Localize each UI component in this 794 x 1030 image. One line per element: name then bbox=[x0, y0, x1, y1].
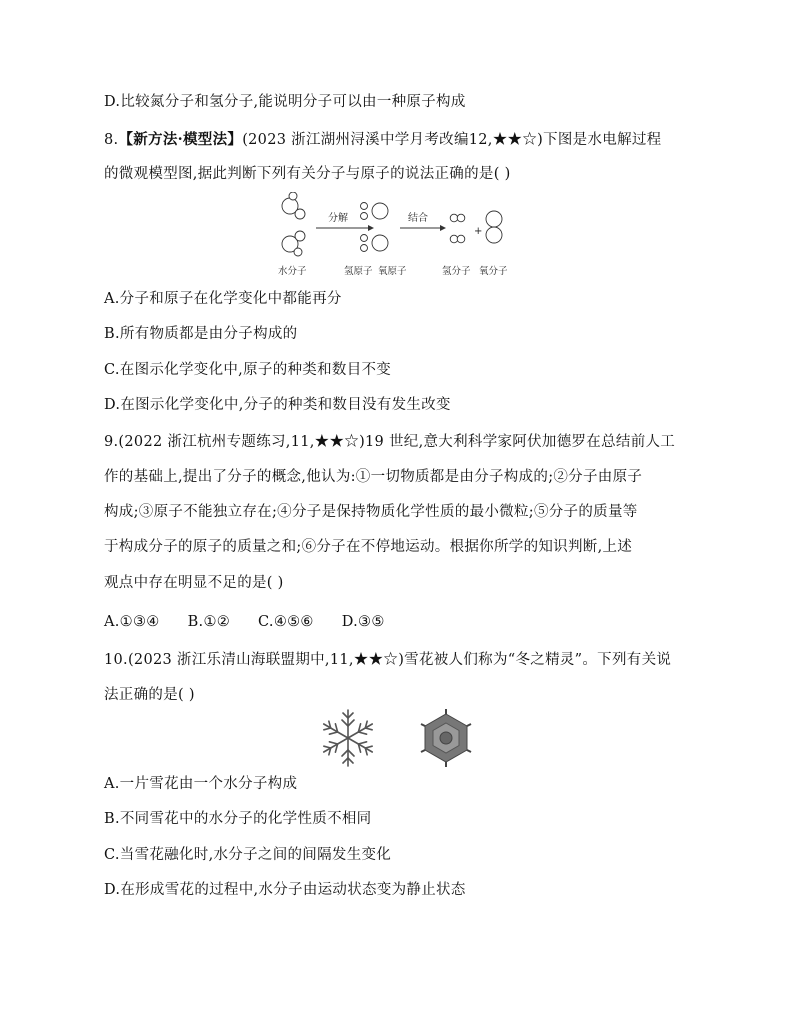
plate-snowflake-icon bbox=[421, 709, 471, 767]
arrow-1-head-icon bbox=[368, 225, 374, 231]
hydrogen-molecule-icon bbox=[450, 214, 465, 243]
q9-stem-line2: 作的基础上,提出了分子的概念,他认为:①一切物质都是由分子构成的;②分子由原子 bbox=[104, 469, 643, 485]
label-oxygen-molecule: 氧分子 bbox=[479, 266, 508, 277]
label-hydrogen-atom: 氢原子 bbox=[344, 266, 373, 277]
q9-stem-line5: 观点中存在明显不足的是( ) bbox=[104, 575, 284, 591]
q10-option-d: D.在形成雪花的过程中,水分子由运动状态变为静止状态 bbox=[104, 882, 466, 898]
separated-atoms-icon bbox=[361, 203, 389, 252]
step1-label: 分解 bbox=[328, 213, 348, 224]
q8-option-c: C.在图示化学变化中,原子的种类和数目不变 bbox=[104, 362, 392, 378]
q8-stem-line1 bbox=[104, 130, 661, 150]
q8-stem-line2: 的微观模型图,据此判断下列有关分子与原子的说法正确的是( ) bbox=[104, 166, 511, 182]
q8-tag: 【新方法·模型法】 bbox=[118, 131, 243, 148]
q9-option-b: B.①② bbox=[187, 614, 231, 630]
label-oxygen-atom: 氧原子 bbox=[378, 266, 407, 277]
dendrite-snowflake-icon bbox=[321, 710, 375, 766]
q7-option-d: D.比较氮分子和氢分子,能说明分子可以由一种原子构成 bbox=[104, 94, 466, 110]
water-molecule-icon bbox=[282, 192, 305, 256]
q10-option-c: C.当雪花融化时,水分子之间的间隔发生变化 bbox=[104, 847, 392, 863]
electrolysis-model-figure bbox=[276, 192, 536, 280]
label-water-molecule: 水分子 bbox=[278, 266, 307, 277]
q9-options bbox=[104, 612, 413, 632]
q9-option-c: C.④⑤⑥ bbox=[258, 614, 314, 630]
oxygen-molecule-icon bbox=[486, 211, 502, 243]
q10-stem-line2: 法正确的是( ) bbox=[104, 687, 195, 703]
arrow-2-head-icon bbox=[440, 225, 446, 231]
snowflake-figure bbox=[312, 706, 492, 770]
plus-sign: + bbox=[474, 226, 483, 237]
q9-stem-line3: 构成;③原子不能独立存在;④分子是保持物质化学性质的最小微粒;⑤分子的质量等 bbox=[104, 504, 638, 520]
q9-option-d: D.③⑤ bbox=[341, 614, 385, 630]
step2-label: 结合 bbox=[408, 213, 428, 224]
q9-stem-line4: 于构成分子的原子的质量之和;⑥分子在不停地运动。根据你所学的知识判断,上述 bbox=[104, 539, 633, 555]
q9-option-a: A.①③④ bbox=[104, 614, 160, 630]
q10-stem-line1: 10.(2023 浙江乐清山海联盟期中,11,★★☆)雪花被人们称为“冬之精灵”。下列有关说 bbox=[104, 652, 672, 668]
q10-option-a: A.一片雪花由一个水分子构成 bbox=[104, 776, 298, 792]
q8-option-a: A.分子和原子在化学变化中都能再分 bbox=[104, 291, 342, 307]
q8-option-b: B.所有物质都是由分子构成的 bbox=[104, 326, 298, 342]
label-hydrogen-molecule: 氢分子 bbox=[442, 266, 471, 277]
q10-option-b: B.不同雪花中的水分子的化学性质不相同 bbox=[104, 811, 372, 827]
q9-stem-line1: 9.(2022 浙江杭州专题练习,11,★★☆)19 世纪,意大利科学家阿伏加德罗在总结前人工 bbox=[104, 434, 676, 450]
q8-source: (2023 浙江湖州浔溪中学月考改编12,★★☆)下图是水电解过程 bbox=[242, 132, 662, 148]
q8-option-d: D.在图示化学变化中,分子的种类和数目没有发生改变 bbox=[104, 397, 451, 413]
q8-number: 8. bbox=[104, 132, 119, 148]
